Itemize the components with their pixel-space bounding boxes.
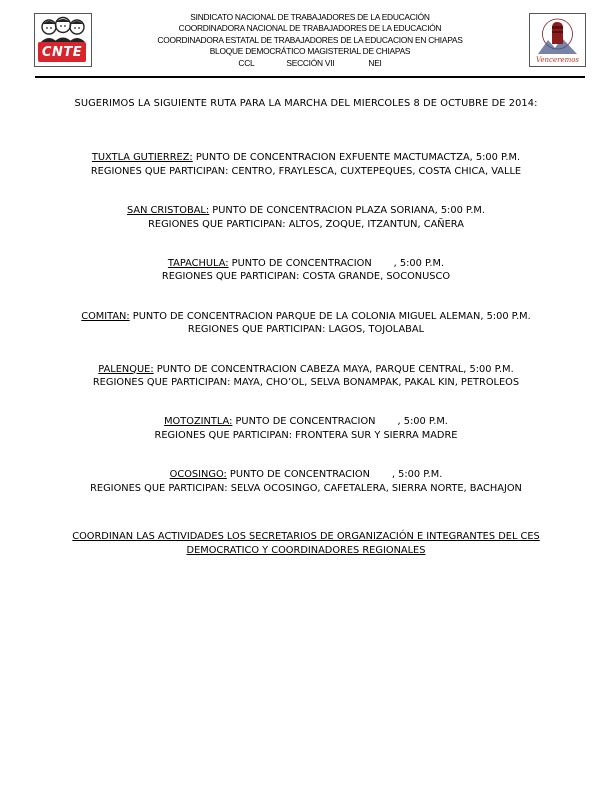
route-place: TAPACHULA: — [167, 258, 229, 270]
route-concentration: PUNTO DE CONCENTRACION — [228, 258, 372, 270]
route-concentration: PUNTO DE CONCENTRACION CABEZA MAYA, PARQUE CENTRAL, 5:00 P.M. — [153, 363, 514, 375]
heading-line-4: BLOQUE DEMOCRÁTICO MAGISTERIAL DE CHIAPAS — [209, 46, 411, 57]
route-place: MOTOZINTLA: — [164, 416, 233, 428]
march-route-notice — [20, 97, 592, 557]
route-concentration: PUNTO DE CONCENTRACION PLAZA SORIANA, 5:00 P.M. — [209, 205, 485, 217]
heading-line-5 — [100, 58, 520, 69]
route-regions: REGIONES QUE PARTICIPAN: COSTA GRANDE, SOCONUSCO — [161, 271, 451, 283]
route-place: SAN CRISTOBAL: — [127, 205, 210, 217]
route-tapachula — [20, 257, 592, 284]
route-concentration: PUNTO DE CONCENTRACION EXFUENTE MACTUMACTZA, 5:00 P.M. — [192, 152, 521, 164]
route-regions: REGIONES QUE PARTICIPAN: MAYA, CHO’OL, SELVA BONAMPAK, PAKAL KIN, PETROLEOS — [92, 377, 520, 389]
coordination-note — [20, 530, 592, 557]
seccion-label: SECCIÓN VII — [286, 57, 335, 68]
route-tuxtla — [20, 151, 592, 178]
route-palenque — [20, 363, 592, 390]
route-concentration: PUNTO DE CONCENTRACION — [232, 416, 376, 428]
route-regions: REGIONES QUE PARTICIPAN: LAGOS, TOJOLABAL — [187, 324, 425, 336]
route-place: TUXTLA GUTIERREZ: — [91, 152, 193, 164]
route-place: OCOSINGO: — [169, 469, 227, 481]
route-regions: REGIONES QUE PARTICIPAN: CENTRO, FRAYLESCA, CUXTEPEQUES, COSTA CHICA, VALLE — [90, 165, 522, 177]
route-regions: REGIONES QUE PARTICIPAN: ALTOS, ZOQUE, ITZANTUN, CAÑERA — [148, 218, 464, 230]
route-concentration: PUNTO DE CONCENTRACION PARQUE DE LA COLONIA MIGUEL ALEMAN, 5:00 P.M. — [129, 310, 531, 322]
route-regions: REGIONES QUE PARTICIPAN: SELVA OCOSINGO, CAFETALERA, SIERRA NORTE, BACHAJON — [90, 482, 522, 494]
route-motozintla — [20, 415, 592, 442]
heading-line-2: COORDINADORA NACIONAL DE TRABAJADORES DE LA EDUCACIÓN — [178, 23, 442, 34]
route-comitan — [20, 310, 592, 337]
cnte-logo — [34, 13, 92, 67]
cnte-logo-text: CNTE — [41, 44, 83, 60]
route-place: COMITAN: — [81, 310, 130, 322]
route-san-cristobal — [20, 204, 592, 231]
venceremos-text: Venceremos — [535, 56, 580, 64]
route-regions: REGIONES QUE PARTICIPAN: FRONTERA SUR Y SIERRA MADRE — [154, 429, 458, 441]
heading-line-3: COORDINADORA ESTATAL DE TRABAJADORES DE LA EDUCACION EN CHIAPAS — [157, 34, 463, 45]
route-time: , 5:00 P.M. — [391, 469, 443, 481]
teachers-faces-icon — [39, 16, 87, 42]
heading-line-1: SINDICATO NACIONAL DE TRABAJADORES DE LA EDUCACIÓN — [190, 12, 430, 22]
header-divider — [35, 76, 585, 78]
union-heading — [100, 12, 520, 69]
route-time: , 5:00 P.M. — [393, 258, 445, 270]
coordination-line-1: COORDINAN LAS ACTIVIDADES LOS SECRETARIOS DE ORGANIZACIÓN E INTEGRANTES DEL CES — [72, 531, 540, 543]
route-ocosingo — [20, 468, 592, 495]
nei-label: NEI — [368, 57, 382, 68]
letterhead — [0, 0, 612, 78]
venceremos-logo — [529, 13, 586, 67]
route-concentration: PUNTO DE CONCENTRACION — [226, 469, 370, 481]
coordination-line-2: DEMOCRATICO Y COORDINADORES REGIONALES — [186, 544, 426, 556]
route-place: PALENQUE: — [98, 363, 154, 375]
route-time: , 5:00 P.M. — [397, 416, 448, 428]
cnte-badge — [38, 42, 86, 62]
ccl-label: CCL — [238, 57, 255, 68]
intro-statement: SUGERIMOS LA SIGUIENTE RUTA PARA LA MARCHA DEL MIERCOLES 8 DE OCTUBRE DE 2014: — [74, 98, 538, 109]
